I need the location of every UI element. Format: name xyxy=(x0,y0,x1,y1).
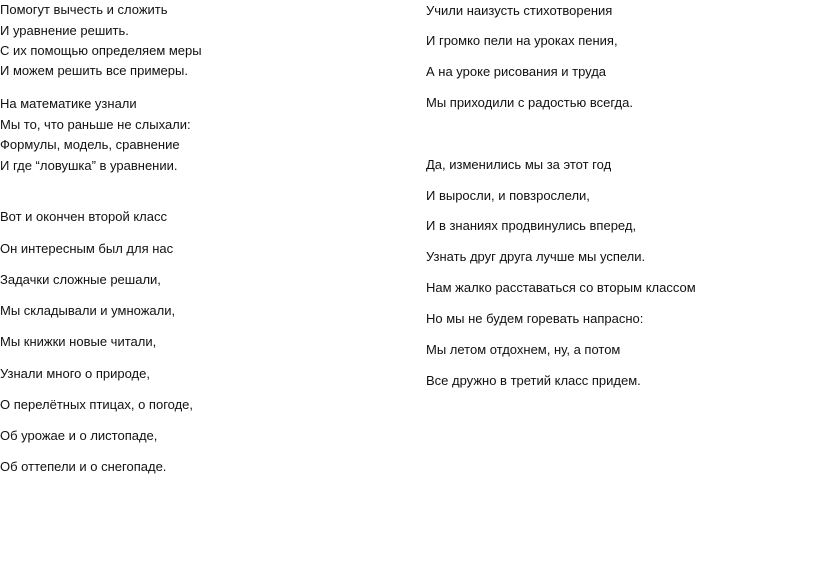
poem-line: Мы книжки новые читали, xyxy=(0,334,157,349)
poem-line: Учили наизусть стихотворения xyxy=(426,3,613,18)
poem-line: С их помощью определяем меры xyxy=(0,43,202,58)
poem-line: Мы летом отдохнем, ну, а потом xyxy=(426,342,621,357)
poem-line: Задачки сложные решали, xyxy=(0,272,161,287)
poem-line: На математике узнали xyxy=(0,96,137,111)
poem-line: И выросли, и повзрослели, xyxy=(426,188,590,203)
poem-line: Мы то, что раньше не слыхали: xyxy=(0,117,191,132)
poem-line: Он интересным был для нас xyxy=(0,241,174,256)
poem-line: Об урожае и о листопаде, xyxy=(0,428,158,443)
poem-line: Вот и окончен второй класс xyxy=(0,209,167,224)
poem-line: Мы приходили с радостью всегда. xyxy=(426,95,633,110)
poem-line: И можем решить все примеры. xyxy=(0,63,188,78)
poem-line: А на уроке рисования и труда xyxy=(426,64,607,79)
poem-line: И уравнение решить. xyxy=(0,23,129,38)
poem-line: Узнали много о природе, xyxy=(0,366,150,381)
poem-line: О перелётных птицах, о погоде, xyxy=(0,397,194,412)
poem-line: Формулы, модель, сравнение xyxy=(0,137,180,152)
poem-line: И где “ловушка” в уравнении. xyxy=(0,158,178,173)
poem-line: Все дружно в третий класс придем. xyxy=(426,373,641,388)
poem-line: Помогут вычесть и сложить xyxy=(0,2,168,17)
poem-line: Узнать друг друга лучше мы успели. xyxy=(426,249,646,264)
poem-line: И в знаниях продвинулись вперед, xyxy=(426,218,637,233)
poem-line: Об оттепели и о снегопаде. xyxy=(0,459,167,474)
poem-line: И громко пели на уроках пения, xyxy=(426,33,618,48)
poem-line: Да, изменились мы за этот год xyxy=(426,157,612,172)
poem-line: Но мы не будем горевать напрасно: xyxy=(426,311,644,326)
poem-line: Нам жалко расставаться со вторым классом xyxy=(426,280,696,295)
poem-line: Мы складывали и умножали, xyxy=(0,303,176,318)
